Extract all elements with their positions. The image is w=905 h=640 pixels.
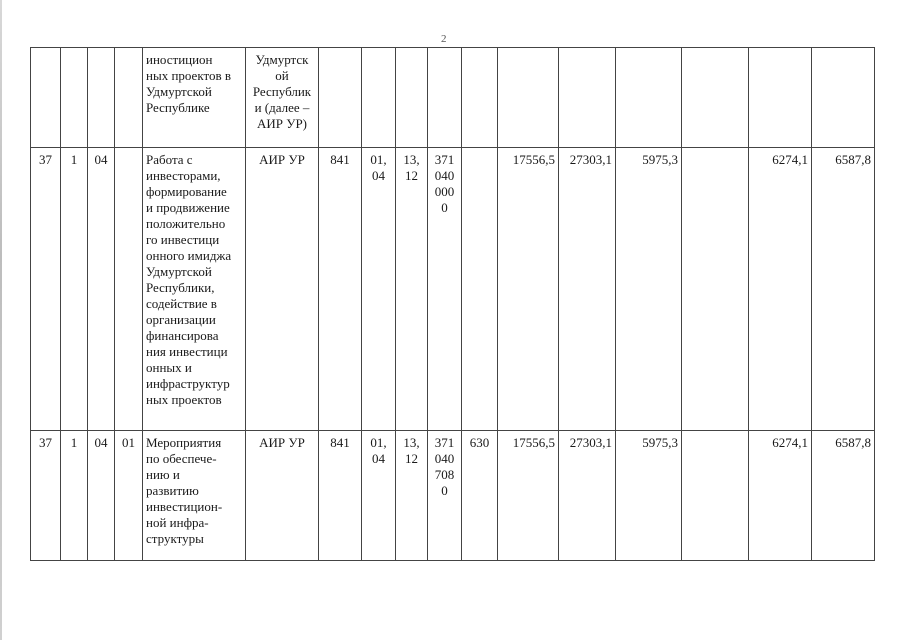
scan-edge [0,0,2,640]
cell-amount-5: 6274,1 [749,431,812,561]
cell-name: Работа с инвесторами, формирование и продвижение положительно го инвестици онного имиджа Удмуртской Республики, содействие в организации финансирова ния инвестици онных и инфраструктур ных проектов [143,148,246,431]
cell-pp [61,48,88,148]
cell-rz: 01, 04 [362,148,396,431]
cell-m [115,48,143,148]
cell-grbs [319,48,362,148]
cell-grbs: 841 [319,148,362,431]
cell-amount-2 [559,48,616,148]
cell-om: 04 [88,431,115,561]
cell-csr: 371 040 708 0 [428,431,462,561]
cell-pp: 1 [61,431,88,561]
cell-amount-1: 17556,5 [498,431,559,561]
cell-gp [31,48,61,148]
cell-m: 01 [115,431,143,561]
cell-executor: АИР УР [246,148,319,431]
cell-pr [396,48,428,148]
cell-name: Мероприятия по обеспече- нию и развитию инвестицион- ной инфра- структуры [143,431,246,561]
cell-amount-4 [682,431,749,561]
cell-amount-5 [749,48,812,148]
page-number: 2 [441,33,447,45]
cell-m [115,148,143,431]
table-row-continuation [31,48,875,148]
cell-amount-2: 27303,1 [559,431,616,561]
cell-csr: 371 040 000 0 [428,148,462,431]
cell-rz [362,48,396,148]
cell-amount-4 [682,148,749,431]
cell-vr: 630 [462,431,498,561]
cell-amount-2: 27303,1 [559,148,616,431]
cell-grbs: 841 [319,431,362,561]
cell-amount-6: 6587,8 [812,431,875,561]
cell-amount-3 [616,48,682,148]
cell-rz: 01, 04 [362,431,396,561]
table-row [31,431,875,561]
cell-gp: 37 [31,148,61,431]
cell-amount-6: 6587,8 [812,148,875,431]
cell-amount-6 [812,48,875,148]
cell-amount-4 [682,48,749,148]
cell-vr [462,48,498,148]
budget-table [30,47,875,561]
cell-om [88,48,115,148]
cell-amount-3: 5975,3 [616,148,682,431]
cell-amount-1 [498,48,559,148]
cell-vr [462,148,498,431]
table-row [31,148,875,431]
cell-amount-3: 5975,3 [616,431,682,561]
cell-name: иностицион ных проектов в Удмуртской Республике [143,48,246,148]
cell-csr [428,48,462,148]
cell-executor: АИР УР [246,431,319,561]
cell-pp: 1 [61,148,88,431]
cell-amount-1: 17556,5 [498,148,559,431]
cell-amount-5: 6274,1 [749,148,812,431]
cell-pr: 13, 12 [396,431,428,561]
cell-om: 04 [88,148,115,431]
cell-pr: 13, 12 [396,148,428,431]
cell-executor: Удмуртск ой Республик и (далее – АИР УР) [246,48,319,148]
cell-gp: 37 [31,431,61,561]
